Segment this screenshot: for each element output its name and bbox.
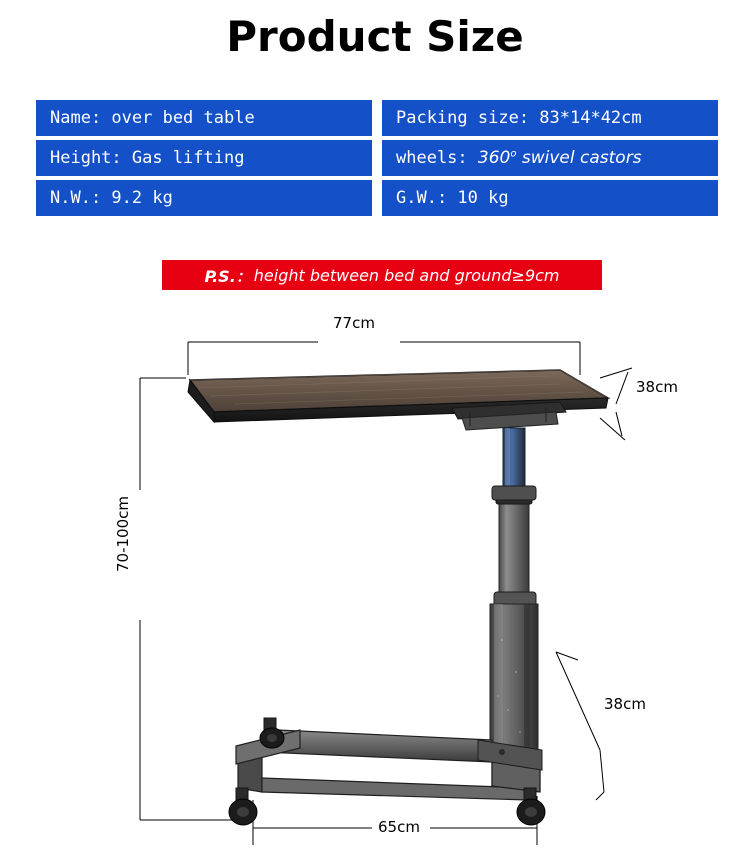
ps-note-text: height between bed and ground≥9cm <box>253 265 560 285</box>
ps-note-label: P.S.： <box>204 266 252 286</box>
dim-base-width: 65cm <box>378 818 420 836</box>
dim-top-depth: 38cm <box>636 378 678 396</box>
caster-rear-left <box>260 718 284 748</box>
lower-column <box>490 604 538 756</box>
spec-cell-height: Height: Gas lifting <box>36 140 372 176</box>
spec-table <box>36 100 718 216</box>
dim-top-width: 77cm <box>333 314 375 332</box>
spec-cell-packing-size: Packing size: 83*14*42cm <box>382 100 718 136</box>
wheels-label: wheels: <box>396 148 468 168</box>
caster-front-left <box>229 788 257 825</box>
ps-note-banner <box>162 260 602 290</box>
page-title: Product Size <box>226 12 524 61</box>
dim-base-depth: 38cm <box>604 695 646 713</box>
wheels-value: 360$^o$ swivel castors <box>477 148 642 168</box>
spec-cell-net-weight: N.W.: 9.2 kg <box>36 180 372 216</box>
product-diagram <box>0 300 750 864</box>
upper-column <box>496 488 532 592</box>
spec-cell-gross-weight: G.W.: 10 kg <box>382 180 718 216</box>
spec-cell-name: Name: over bed table <box>36 100 372 136</box>
dim-height-range: 70-100cm <box>114 496 132 572</box>
spec-cell-wheels <box>382 140 718 176</box>
